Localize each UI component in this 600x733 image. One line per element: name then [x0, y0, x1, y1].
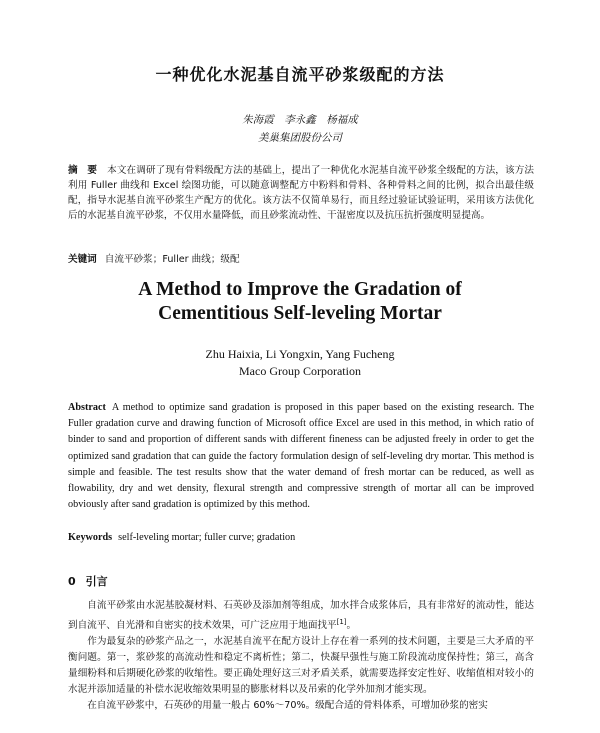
section-title: 引言	[85, 575, 108, 588]
paragraph-1	[68, 598, 534, 634]
affiliation-cn: 美巢集团股份公司	[258, 132, 342, 144]
abstract-cn-text: 本文在调研了现有骨料级配方法的基础上，提出了一种优化水泥基自流平砂浆全级配的方法，该方法利用 Fuller 曲线和 Excel 绘图功能，可以随意调整配方中粉料和骨料、各种骨料之间的比例，拟合出最佳级配，指导水泥基自流平砂浆生产配方的优化。该方法不仅简单易行，而且经过验证试验证明，采用该方法优化后的水泥基自流平砂浆，不仅用水量降低，而且砂浆流动性、干湿密度以及抗压抗折强度明显提高。	[68, 165, 535, 221]
keywords-cn	[68, 252, 534, 267]
keywords-en-text: self-leveling mortar; fuller curve; gradation	[118, 532, 296, 543]
keywords-en-label: Keywords	[68, 532, 113, 543]
abstract-cn-label: 摘 要	[68, 165, 98, 176]
keywords-cn-label: 关键词	[68, 254, 97, 265]
abstract-en-label: Abstract	[68, 402, 106, 413]
section-heading	[68, 573, 108, 589]
paper-title-en	[0, 278, 600, 326]
keywords-en	[68, 530, 534, 546]
paper-title-en-line1: A Method to Improve the Gradation of	[138, 279, 462, 300]
keywords-cn-text: 自流平砂浆；Fuller 曲线；级配	[104, 254, 240, 265]
authors-en: Zhu Haixia, Li Yongxin, Yang Fucheng	[205, 347, 395, 361]
authors-cn: 朱海霞 李永鑫 杨福成	[242, 114, 358, 126]
body-text	[68, 598, 534, 714]
paragraph-1-text: 自流平砂浆由水泥基胶凝材料、石英砂及添加剂等组成，加水拌合成浆体后，具有非常好的流动性，能达到自流平、自光滑和自密实的技术效果，可广泛应用于地面找平	[68, 600, 534, 632]
section-number: 0	[68, 575, 76, 588]
abstract-cn	[68, 163, 534, 223]
paragraph-3: 在自流平砂浆中，石英砂的用量一般占 60%～70%。级配合适的骨料体系，可增加砂浆的密实	[87, 700, 488, 712]
abstract-en-text: A method to optimize sand gradation is proposed in this paper based on the existing research. The Fuller gradation curve and drawing function of Microsoft office Excel are used in this method, in which ratio of binder to sand and proportion of different sands with different fineness can be adjusted freely in order to get the optimized sand gradation that can guide the factory formulation design of self-leveling dry mortar. This method is simple and feasible. The test results show that the water demand of fresh mortar can be reduced, as well as flowability, dry and wet density, flexural strength and compressive strength of mortar all can be improved obviously after sand gradation is optimized by this method.	[68, 402, 534, 511]
paper-title-cn: 一种优化水泥基自流平砂浆级配的方法	[155, 65, 445, 84]
affiliation-en: Maco Group Corporation	[239, 364, 361, 378]
abstract-en	[68, 400, 534, 513]
paragraph-1-end: 。	[346, 620, 357, 632]
paragraph-2: 作为最复杂的砂浆产品之一，水泥基自流平在配方设计上存在着一系列的技术问题，主要是三大矛盾的平衡问题。第一，浆砂浆的高流动性和稳定不离析性；第二，快凝早强性与施工阶段流动度保持性；第三，高含量细粉料和后期硬化砂浆的收缩性。要正确处理好这三对矛盾关系，就需要选择安定性好、收缩值相对较小的水泥并添加适量的补偿水泥收缩效果明显的膨胀材料以及吊索的化学外加剂才能实现。	[68, 636, 534, 696]
citation-ref: [1]	[336, 618, 347, 626]
paper-title-en-line2: Cementitious Self-leveling Mortar	[158, 303, 442, 324]
